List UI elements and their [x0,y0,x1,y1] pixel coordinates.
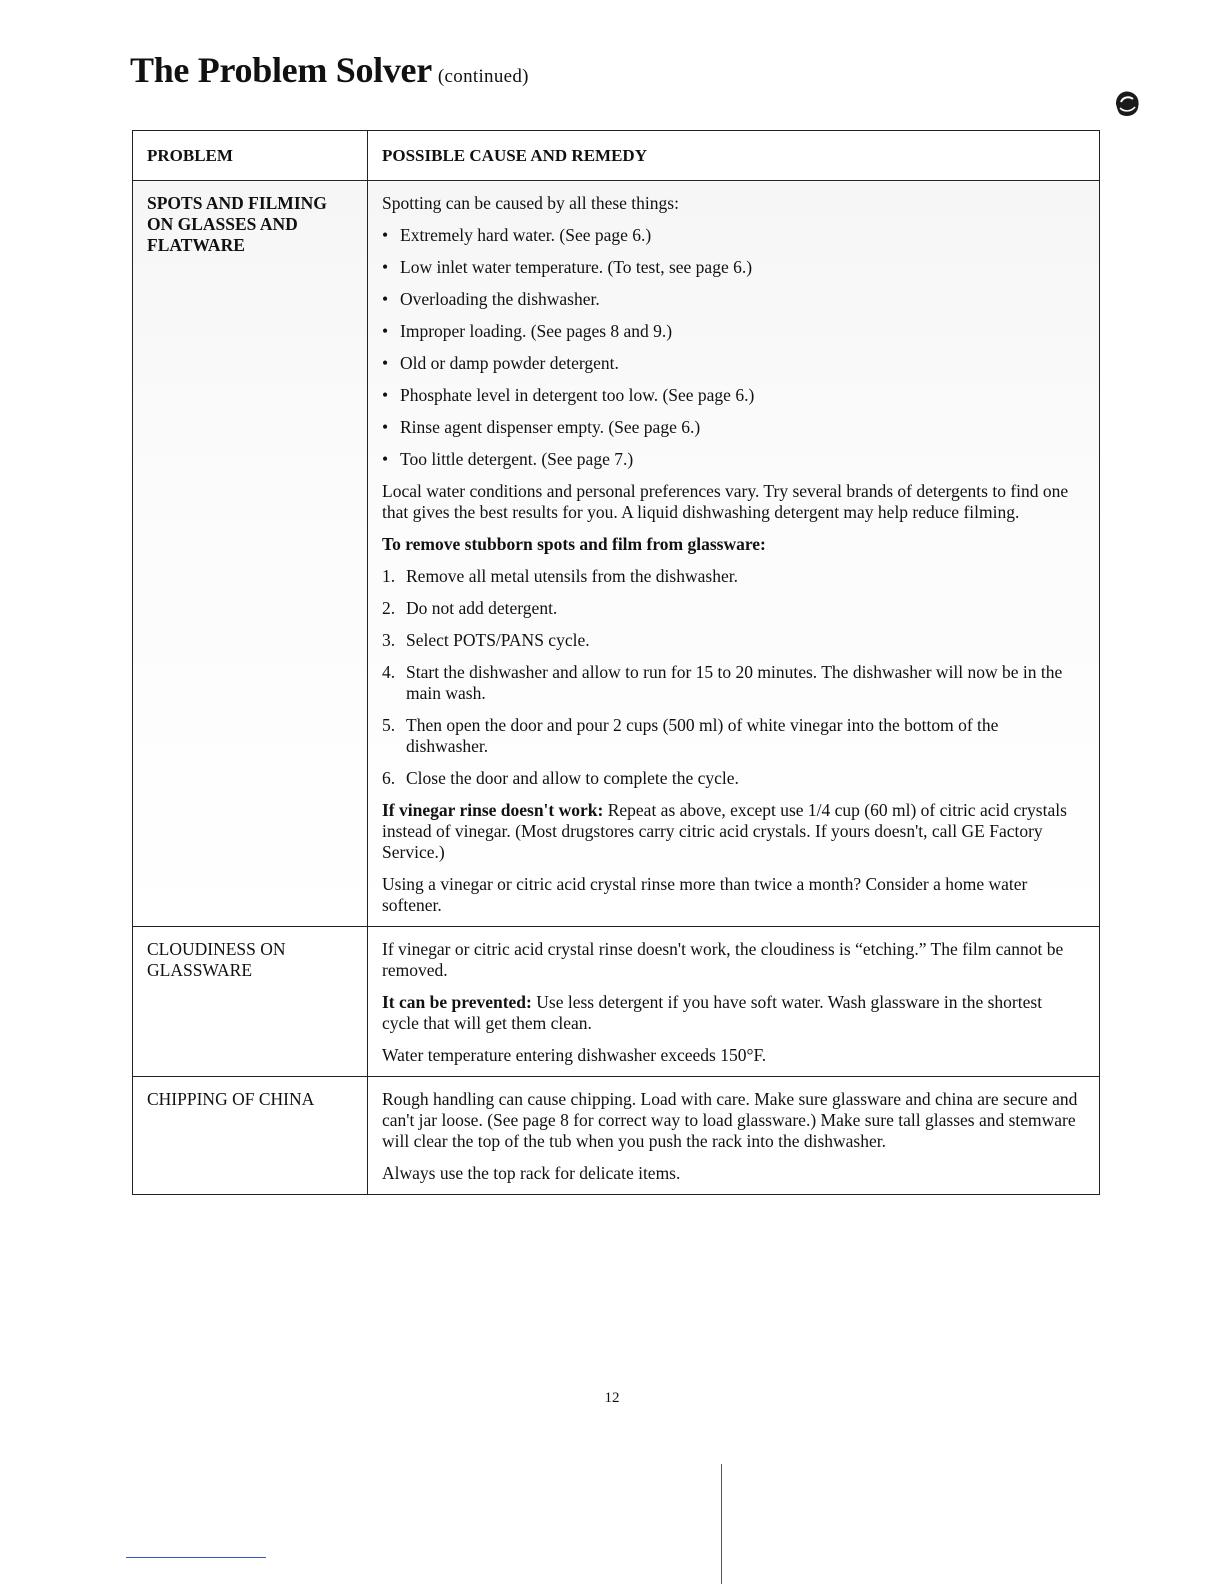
step-number: 5. [382,715,396,735]
step-number: 3. [382,630,396,650]
vinegar-text: Repeat as above, except use 1/4 cup (60 ml) of citric acid crystals instead of vinegar. (Most drugstores carry citric acid crystals. If yours doesn't, call GE Factory Service.) [382,800,1067,862]
step-item [382,715,1083,757]
prevent-lead: It can be prevented: [382,992,532,1012]
problem-label: CLOUDINESS ON GLASSWARE [147,939,286,980]
step-item [382,662,1083,704]
remove-heading: To remove stubborn spots and film from glassware: [382,534,766,554]
softener-note: Using a vinegar or citric acid crystal rinse more than twice a month? Consider a home water softener. [382,874,1028,915]
cause-text: Improper loading. (See pages 8 and 9.) [400,321,673,341]
vinegar-note [382,800,1083,863]
header-problem: PROBLEM [133,131,368,181]
cause-text: Rinse agent dispenser empty. (See page 6.) [400,417,701,437]
cause-item [382,321,1083,342]
bullet-symbol: • [382,225,389,245]
table-row [133,1077,1100,1195]
step-item [382,768,1083,789]
remedy-cell [368,1077,1100,1195]
bullet-symbol: • [382,353,389,373]
bullet-symbol: • [382,289,389,309]
problem-cell [133,1077,368,1195]
cause-text: Low inlet water temperature. (To test, see page 6.) [400,257,753,277]
remedy-cell [368,927,1100,1077]
page-title-suffix: (continued) [437,66,529,87]
page-title [130,52,529,88]
spotting-intro: Spotting can be caused by all these things: [382,193,679,213]
prevent-text: Use less detergent if you have soft water. Wash glassware in the shortest cycle that will get them clean. [382,992,1043,1033]
footer-rule [126,1557,266,1558]
top-rack-note: Always use the top rack for delicate items. [382,1163,681,1183]
step-text: Close the door and allow to complete the cycle. [406,768,739,788]
page-number: 12 [604,1390,620,1406]
problem-cell [133,927,368,1077]
remedy-cell [368,181,1100,927]
cause-item [382,449,1083,470]
bullet-symbol: • [382,321,389,341]
step-item [382,598,1083,619]
temperature-note: Water temperature entering dishwasher exceeds 150°F. [382,1045,767,1065]
table-header-row [133,131,1100,181]
bullet-symbol: • [382,385,389,405]
etching-note: If vinegar or citric acid crystal rinse doesn't work, the cloudiness is “etching.” The film cannot be removed. [382,939,1064,980]
cause-text: Phosphate level in detergent too low. (See page 6.) [400,385,755,405]
cause-item [382,289,1083,310]
problem-cell [133,181,368,927]
cause-text: Too little detergent. (See page 7.) [400,449,634,469]
step-number: 4. [382,662,396,682]
cause-item [382,385,1083,406]
step-text: Start the dishwasher and allow to run for 15 to 20 minutes. The dishwasher will now be in the main wash. [406,662,1063,703]
cause-item [382,257,1083,278]
step-number: 1. [382,566,396,586]
bullet-symbol: • [382,449,389,469]
vinegar-lead: If vinegar rinse doesn't work: [382,800,604,820]
cause-item [382,417,1083,438]
page-title-text: The Problem Solver [130,50,432,90]
cause-item [382,225,1083,246]
scan-edge-line [721,1464,722,1584]
step-item [382,566,1083,587]
step-text: Remove all metal utensils from the dishwasher. [406,566,738,586]
problem-label: CHIPPING OF CHINA [147,1089,315,1109]
step-number: 2. [382,598,396,618]
cause-item [382,353,1083,374]
step-text: Then open the door and pour 2 cups (500 ml) of white vinegar into the bottom of the dishwasher. [406,715,999,756]
cause-text: Extremely hard water. (See page 6.) [400,225,652,245]
cause-text: Old or damp powder detergent. [400,353,619,373]
table-row [133,181,1100,927]
bullet-symbol: • [382,417,389,437]
step-item [382,630,1083,651]
handling-note: Rough handling can cause chipping. Load with care. Make sure glassware and china are secure and can't jar loose. (See page 8 for correct way to load glassware.) Make sure tall glasses and stemware will clear the top of the tub when you push the rack into the dishwasher. [382,1089,1078,1151]
table-row [133,927,1100,1077]
bullet-symbol: • [382,257,389,277]
step-number: 6. [382,768,396,788]
prevent-note [382,992,1083,1034]
local-conditions-note: Local water conditions and personal preferences vary. Try several brands of detergents to find one that gives the best results for you. A liquid dishwashing detergent may help reduce filming. [382,481,1069,522]
header-remedy: POSSIBLE CAUSE AND REMEDY [368,131,1100,181]
problem-label: SPOTS AND FILMING ON GLASSES AND FLATWARE [147,193,327,255]
step-text: Do not add detergent. [406,598,558,618]
page-corner-mark [1112,88,1142,120]
step-text: Select POTS/PANS cycle. [406,630,590,650]
problem-solver-table [132,130,1100,1195]
cause-text: Overloading the dishwasher. [400,289,600,309]
